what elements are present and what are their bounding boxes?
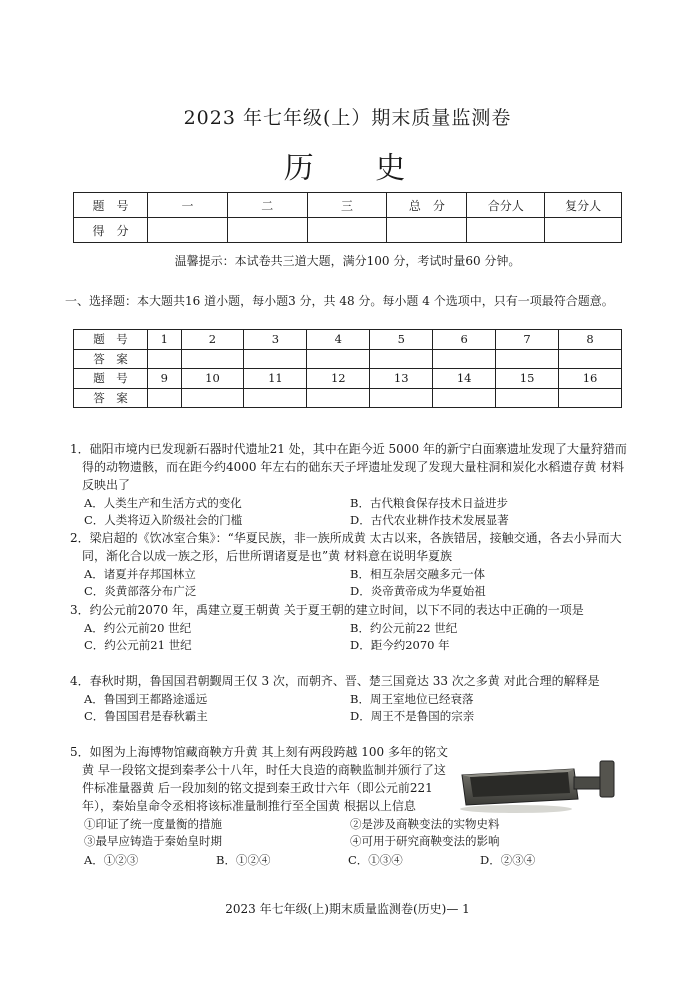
option-d[interactable]: D．古代农业耕作技术发展显著 [350,513,509,527]
answer-label: 答 案 [74,349,148,369]
score-header: 三 [307,193,387,218]
q-number: 8 [559,330,622,350]
page-footer: 2023 年七年级(上)期末质量监测卷(历史)— 1 [225,902,470,916]
answer-cell[interactable] [181,349,244,369]
q-number: 7 [496,330,559,350]
score-header: 合分人 [467,193,545,218]
question-stem: 4．春秋时期，鲁国国君朝觐周王仅 3 次，而朝齐、晋、楚三国竟达 33 次之多黄 对此合理的解释是 [70,674,600,688]
option-b[interactable]: B．古代粮食保存技术日益进步 [350,496,508,510]
q-number: 4 [307,330,370,350]
answer-cell[interactable] [433,349,496,369]
q-number: 13 [370,369,433,389]
question-stem: 1．础阳市境内已发现新石器时代遗址21 处，其中在距今近 5000 年的新宁白面寨遗址发现了大量狩猎而得的动物遗骸，而在距今约4000 年左右的础东天子坪遗址发现了发现大量柱洞和炭化水稻遗存黄 材料反映出了 [70,442,627,492]
q-number: 12 [307,369,370,389]
answer-cell[interactable] [148,388,182,408]
score-cell[interactable] [467,218,545,243]
option-a[interactable]: A．约公元前20 世纪 [84,621,192,635]
q-number: 5 [370,330,433,350]
exam-title: 2023 年七年级(上）期末质量监测卷 [183,107,512,129]
score-table [73,192,622,243]
shang-yang-measure-photo [456,747,624,817]
answer-cell[interactable] [496,388,559,408]
statement-3: ③最早应铸造于秦始皇时期 [84,834,222,848]
question-stem: 2．梁启超的《饮冰室合集》：“华夏民族，非一族所成黄 太古以来，各族错居，接触交通，各去小异而大同，渐化合以成一族之形，后世所谓诸夏是也”黄 材料意在说明华夏族 [70,531,622,563]
answer-cell[interactable] [370,388,433,408]
option-c[interactable]: C．人类将迈入阶级社会的门槛 [84,513,243,527]
answer-table [73,329,622,408]
option-b[interactable]: B．①②④ [216,853,271,867]
answer-cell[interactable] [148,349,182,369]
section-1-heading: 一、选择题：本大题共16 道小题，每小题3 分，共 48 分。每小题 4 个选项中，只有一项最符合题意。 [65,294,614,308]
option-b[interactable]: B．周王室地位已经衰落 [350,692,474,706]
option-a[interactable]: A．人类生产和生活方式的变化 [84,496,242,510]
q-number: 14 [433,369,496,389]
option-c[interactable]: C．约公元前21 世纪 [84,638,192,652]
option-b[interactable]: B．相互杂居交融多元一体 [350,567,485,581]
answer-cell[interactable] [181,388,244,408]
option-c[interactable]: C．鲁国国君是春秋霸主 [84,709,208,723]
score-row-label: 得 分 [74,218,148,243]
statement-2: ②是涉及商鞅变法的实物史料 [350,817,500,831]
q-number: 16 [559,369,622,389]
q-number: 15 [496,369,559,389]
statement-1: ①印证了统一度量衡的措施 [84,817,222,831]
score-cell[interactable] [148,218,228,243]
option-a[interactable]: A．鲁国到王都路途遥远 [84,692,208,706]
q-number: 11 [244,369,307,389]
answer-cell[interactable] [559,349,622,369]
answer-label: 答 案 [74,388,148,408]
score-cell[interactable] [387,218,467,243]
answer-label: 题 号 [74,330,148,350]
score-header: 复分人 [545,193,622,218]
score-cell[interactable] [227,218,307,243]
question-stem: 3．约公元前2070 年，禹建立夏王朝黄 关于夏王朝的建立时间，以下不同的表达中正确的一项是 [70,603,584,617]
score-header: 二 [227,193,307,218]
option-d[interactable]: D．炎帝黄帝成为华夏始祖 [350,584,486,598]
question-4 [70,672,630,724]
answer-cell[interactable] [244,349,307,369]
subject-title: 历 史 [283,151,432,186]
q-number: 1 [148,330,182,350]
option-a[interactable]: A．①②③ [84,853,139,867]
answer-cell[interactable] [244,388,307,408]
q-number: 6 [433,330,496,350]
question-3 [70,601,630,653]
answer-cell[interactable] [307,349,370,369]
score-cell[interactable] [545,218,622,243]
answer-label: 题 号 [74,369,148,389]
statement-4: ④可用于研究商鞅变法的影响 [350,834,500,848]
answer-cell[interactable] [307,388,370,408]
score-header: 题 号 [74,193,148,218]
question-2 [70,529,630,599]
question-1 [70,440,630,528]
option-c[interactable]: C．①③④ [348,853,403,867]
option-d[interactable]: D．距今约2070 年 [350,638,450,652]
score-header: 一 [148,193,228,218]
answer-cell[interactable] [433,388,496,408]
q-number: 2 [181,330,244,350]
question-stem: 5．如图为上海博物馆藏商鞅方升黄 其上刻有两段跨越 100 多年的铭文黄 早一段铭文提到秦孝公十八年，时任大良造的商鞅监制并颁行了这件标准量器黄 后一段加刻的铭文提到秦王政廿六年（即公元前221 年），秦始皇命令丞相将该标准量制推行至全国黄 根据以上信息 [70,745,448,813]
answer-cell[interactable] [496,349,559,369]
option-d[interactable]: D．②③④ [480,853,536,867]
score-header: 总 分 [387,193,467,218]
option-b[interactable]: B．约公元前22 世纪 [350,621,458,635]
score-cell[interactable] [307,218,387,243]
q-number: 9 [148,369,182,389]
option-a[interactable]: A．诸夏并存邦国林立 [84,567,196,581]
answer-cell[interactable] [559,388,622,408]
answer-cell[interactable] [370,349,433,369]
option-c[interactable]: C．炎黄部落分布广泛 [84,584,197,598]
option-d[interactable]: D．周王不是鲁国的宗亲 [350,709,475,723]
exam-tip: 温馨提示：本试卷共三道大题，满分100 分，考试时量60 分钟。 [174,254,521,268]
q-number: 3 [244,330,307,350]
q-number: 10 [181,369,244,389]
